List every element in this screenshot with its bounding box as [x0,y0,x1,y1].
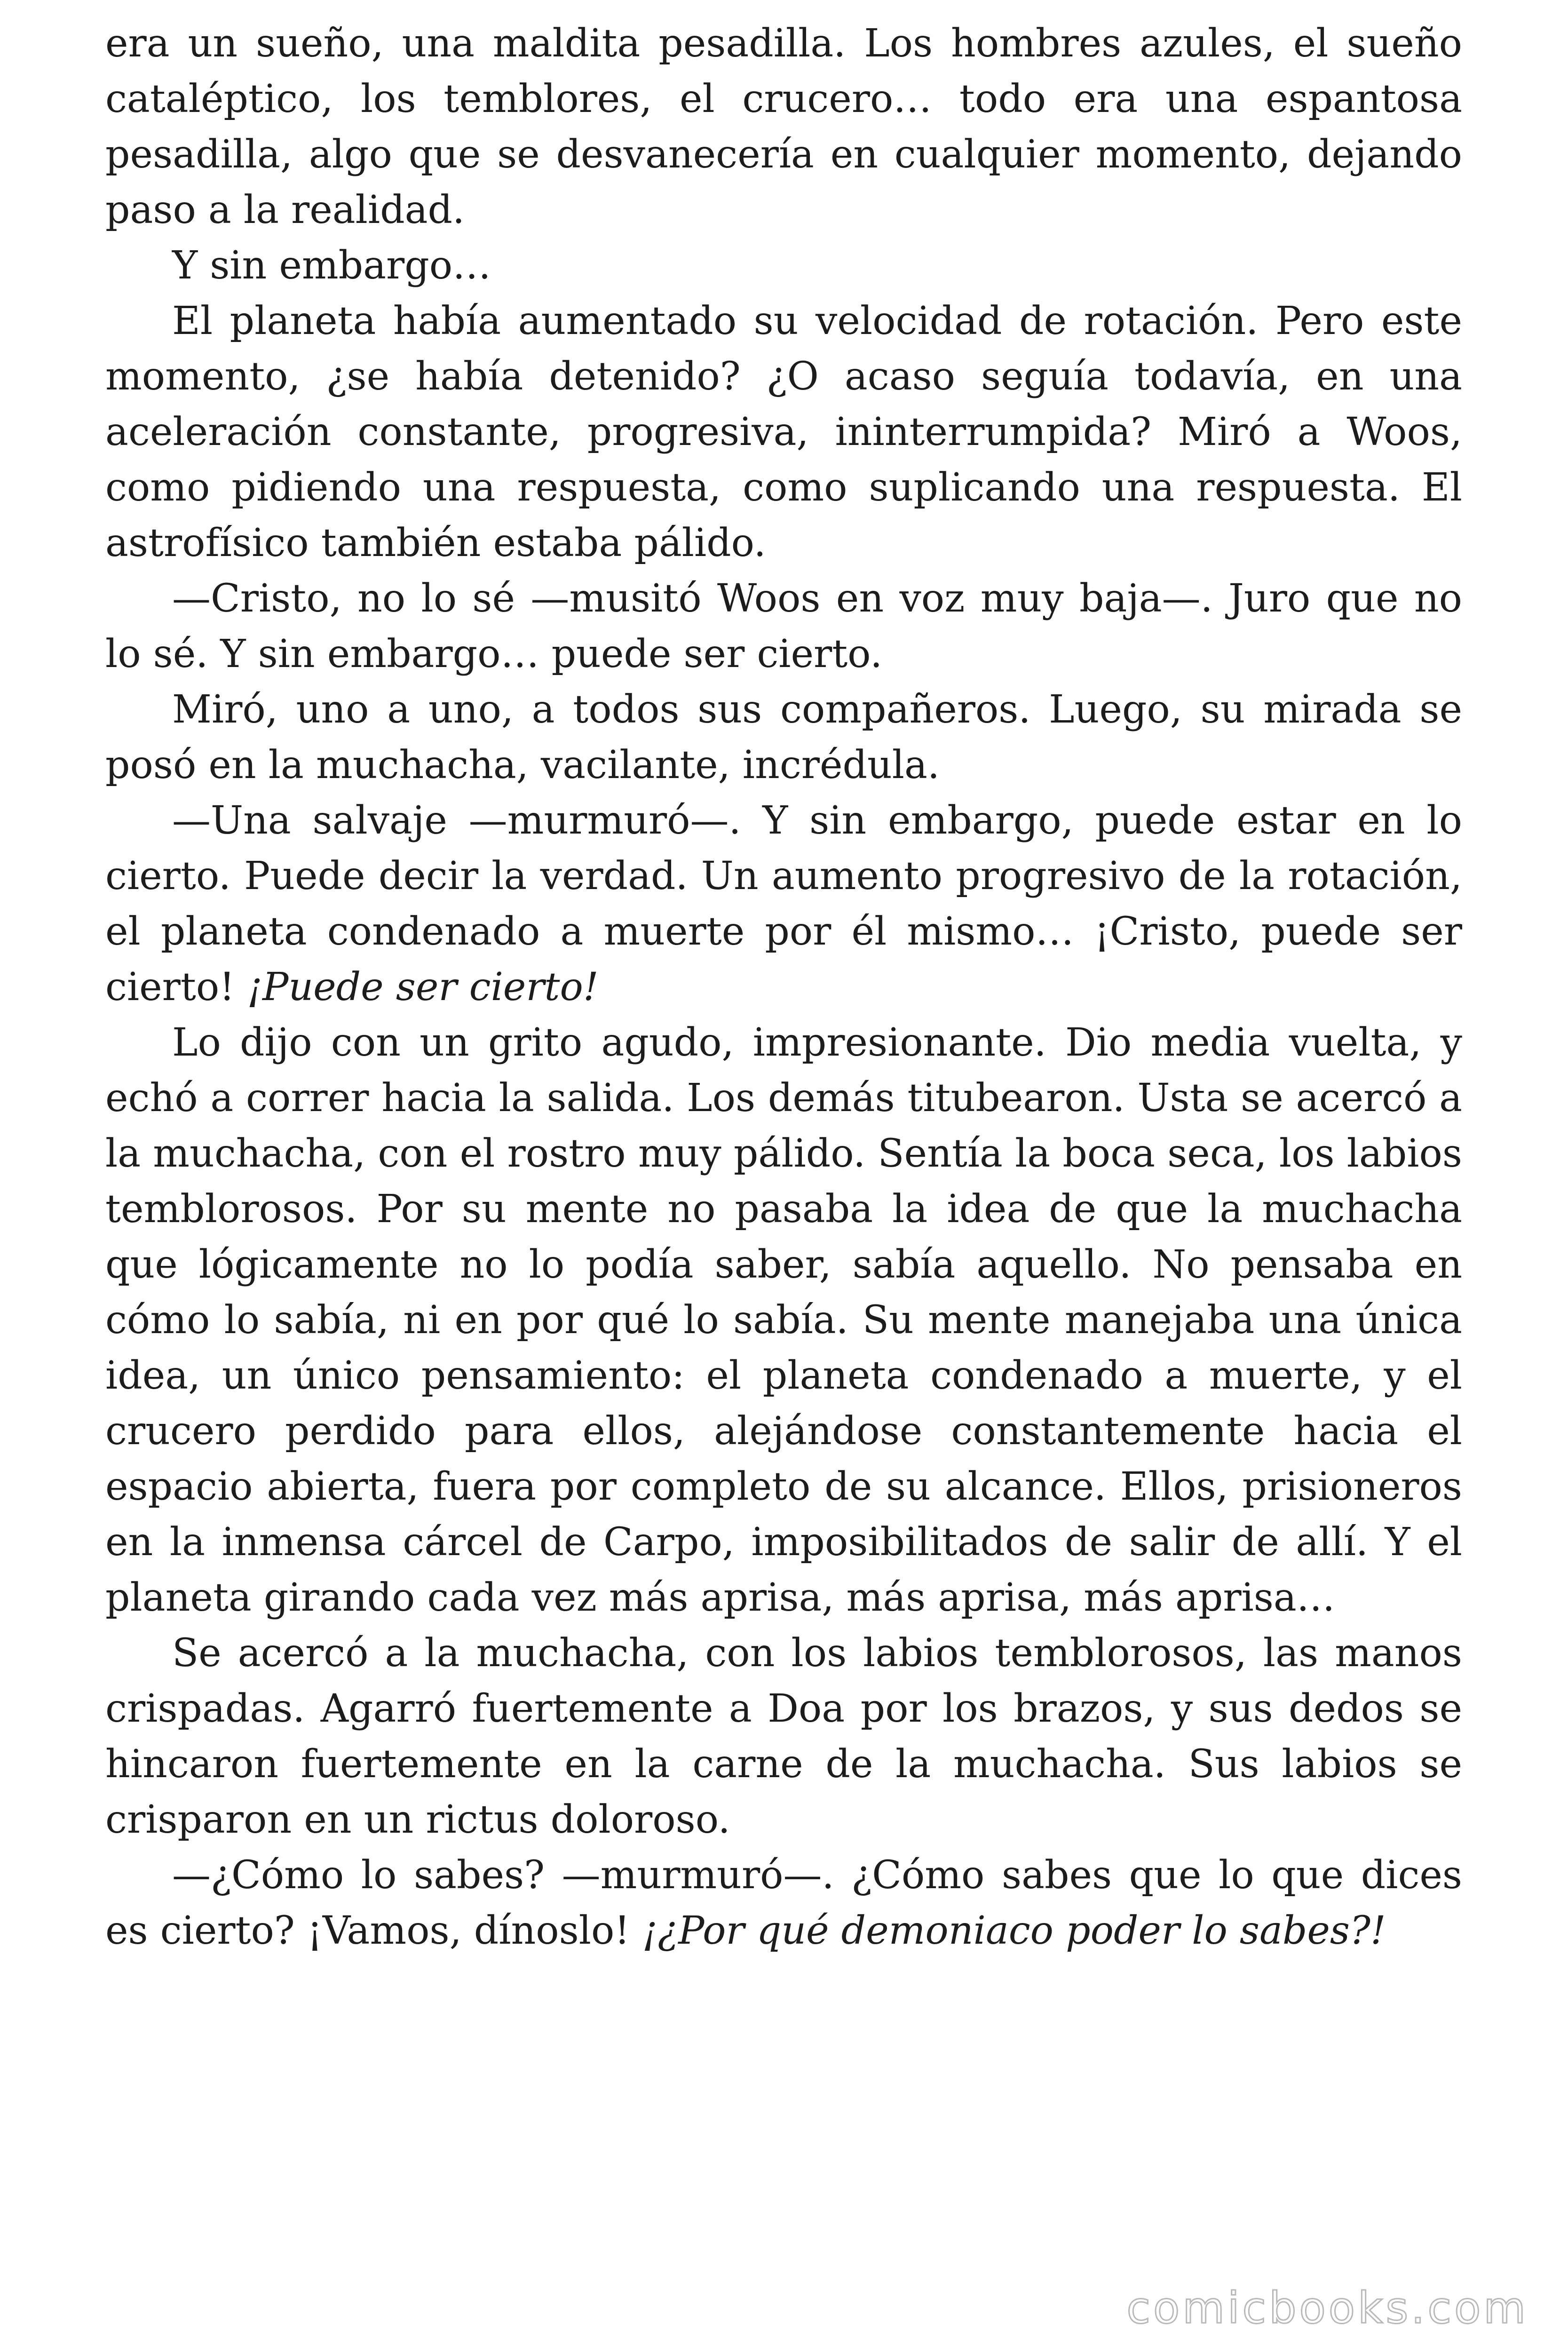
paragraph-9 [105,1848,1462,1959]
paragraph-text: Miró, uno a uno, a todos sus compañeros. Luego, su mirada se posó en la muchacha, vacilante, incrédula. [105,687,1462,787]
paragraph-6 [105,793,1462,1015]
watermark-logo: comicbooks.com [1126,2283,1528,2333]
paragraph-5 [105,682,1462,793]
paragraph-text: —¿Cómo lo sabes? —murmuró—. ¿Cómo sabes que lo que dices es cierto? ¡Vamos, dínoslo! [105,1853,1462,1953]
paragraph-text: Y sin embargo… [172,243,491,288]
paragraph-2 [105,238,1462,294]
paragraph-text: —Cristo, no lo sé —musitó Woos en voz muy baja—. Juro que no lo sé. Y sin embargo… puede ser cierto. [105,576,1462,676]
paragraph-text: Se acercó a la muchacha, con los labios temblorosos, las manos crispadas. Agarró fuertemente a Doa por los brazos, y sus dedos se hincaron fuertemente en la carne de la muchacha. Sus labios se crisparon en un rictus doloroso. [105,1631,1462,1842]
paragraph-text: Lo dijo con un grito agudo, impresionante. Dio media vuelta, y echó a correr hacia la salida. Los demás titubearon. Usta se acercó a la muchacha, con el rostro muy pálido. Sentía la boca seca, los labios temblorosos. Por su mente no pasaba la idea de que la muchacha que lógicamente no lo podía saber, sabía aquello. No pensaba en cómo lo sabía, ni en por qué lo sabía. Su mente manejaba una única idea, un único pensamiento: el planeta condenado a muerte, y el crucero perdido para ellos, alejándose constantemente hacia el espacio abierta, fuera por completo de su alcance. Ellos, prisioneros en la inmensa cárcel de Carpo, imposibilitados de salir de allí. Y el planeta girando cada vez más aprisa, más aprisa, más aprisa… [105,1020,1462,1620]
paragraph-italic: ¡Puede ser cierto! [247,965,599,1009]
paragraph-1 [105,16,1462,238]
paragraph-3 [105,294,1462,571]
paragraph-italic: ¡¿Por qué demoniaco poder lo sabes?! [642,1908,1386,1953]
paragraph-text: —Una salvaje —murmuró—. Y sin embargo, puede estar en lo cierto. Puede decir la verdad. Un aumento progresivo de la rotación, el planeta condenado a muerte por él mismo… ¡Cristo, puede ser cierto! [105,798,1462,1009]
paragraph-4 [105,571,1462,682]
paragraph-text: era un sueño, una maldita pesadilla. Los hombres azules, el sueño cataléptico, los temblores, el crucero… todo era una espantosa pesadilla, algo que se desvanecería en cualquier momento, dejando paso a la realidad. [105,21,1462,232]
paragraph-8 [105,1626,1462,1848]
paragraph-7 [105,1015,1462,1626]
document-page [105,16,1462,1959]
paragraph-text: El planeta había aumentado su velocidad de rotación. Pero este momento, ¿se había detenido? ¿O acaso seguía todavía, en una aceleración constante, progresiva, ininterrumpida? Miró a Woos, como pidiendo una respuesta, como suplicando una respuesta. El astrofísico también estaba pálido. [105,299,1462,565]
